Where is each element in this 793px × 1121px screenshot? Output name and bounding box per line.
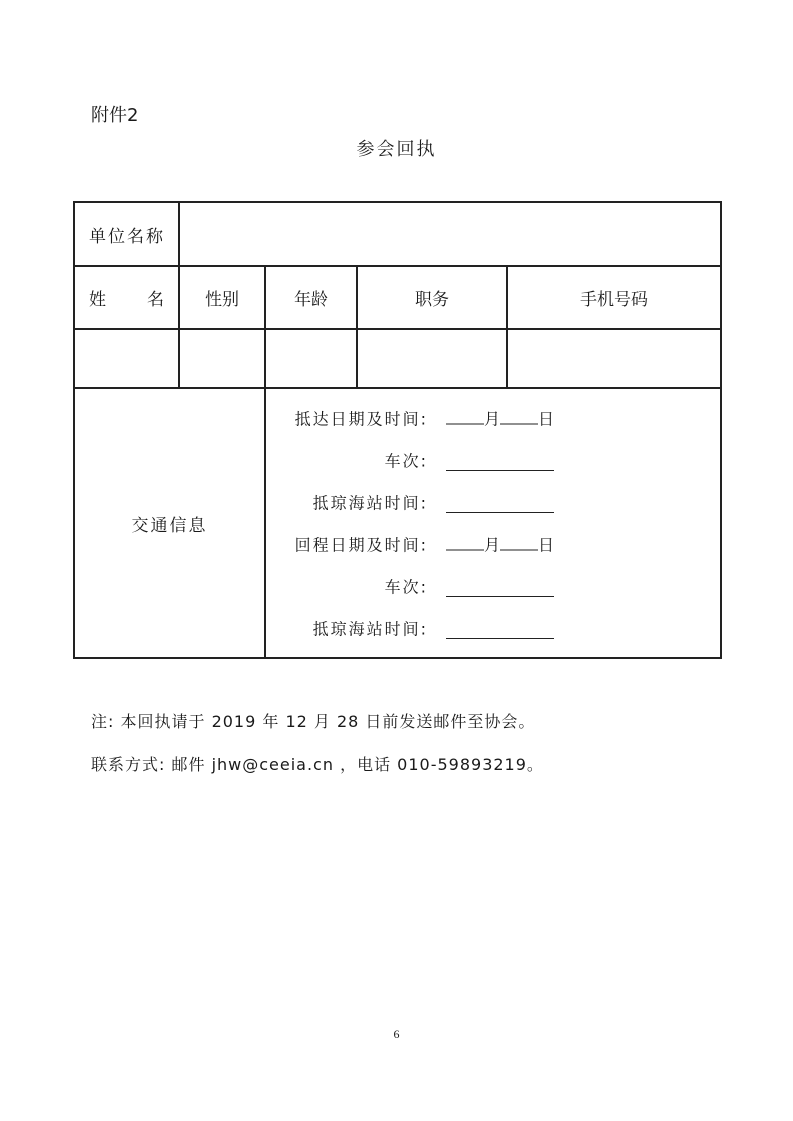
arrival-train-blank[interactable] [446,470,554,471]
month-label: 月 [484,409,501,429]
name-cell[interactable] [74,329,179,388]
header-name [74,266,179,329]
header-age: 年龄 [265,266,357,329]
transport-info-label: 交通信息 [74,388,265,658]
return-day-blank[interactable] [500,536,538,551]
unit-name-field[interactable] [179,202,721,266]
phone-cell[interactable] [507,329,721,388]
arrival-date-field[interactable] [446,407,554,430]
form-title: 参会回执 [356,139,437,160]
header-name-char-1: 姓 [89,290,106,310]
return-train-label: 车次: [384,577,428,597]
arrival-date-line [266,397,720,439]
month-label: 月 [484,535,501,555]
return-station-time-blank[interactable] [446,638,554,639]
transport-row [74,388,721,658]
arrival-station-time-blank[interactable] [446,512,554,513]
unit-name-label: 单位名称 [74,202,179,266]
return-month-blank[interactable] [446,536,484,551]
arrival-month-blank[interactable] [446,410,484,425]
return-date-field[interactable] [446,533,554,556]
arrival-train-label: 车次: [384,451,428,471]
header-position: 职务 [357,266,507,329]
day-label: 日 [538,535,555,555]
return-station-time-label: 抵琼海站时间: [312,619,428,639]
header-phone: 手机号码 [507,266,721,329]
attendee-row [74,329,721,388]
header-gender: 性别 [179,266,265,329]
transport-details [265,388,721,658]
registration-form-table [73,201,722,659]
gender-cell[interactable] [179,329,265,388]
position-cell[interactable] [357,329,507,388]
header-name-char-2: 名 [147,290,164,310]
header-row [74,266,721,329]
attachment-label: 附件2 [91,105,139,126]
return-station-time-line [266,607,720,649]
return-date-label: 回程日期及时间: [294,535,428,555]
return-date-line [266,523,720,565]
arrival-date-label: 抵达日期及时间: [294,409,428,429]
deadline-note: 注: 本回执请于 2019 年 12 月 28 日前发送邮件至协会。 [91,712,536,731]
arrival-station-time-line [266,481,720,523]
return-train-blank[interactable] [446,596,554,597]
return-train-line [266,565,720,607]
arrival-station-time-label: 抵琼海站时间: [312,493,428,513]
page-number: 6 [393,1027,400,1041]
contact-note: 联系方式: 邮件 jhw@ceeia.cn ，电话 010-59893219。 [91,755,544,774]
age-cell[interactable] [265,329,357,388]
arrival-train-line [266,439,720,481]
unit-name-row [74,202,721,266]
day-label: 日 [538,409,555,429]
arrival-day-blank[interactable] [500,410,538,425]
